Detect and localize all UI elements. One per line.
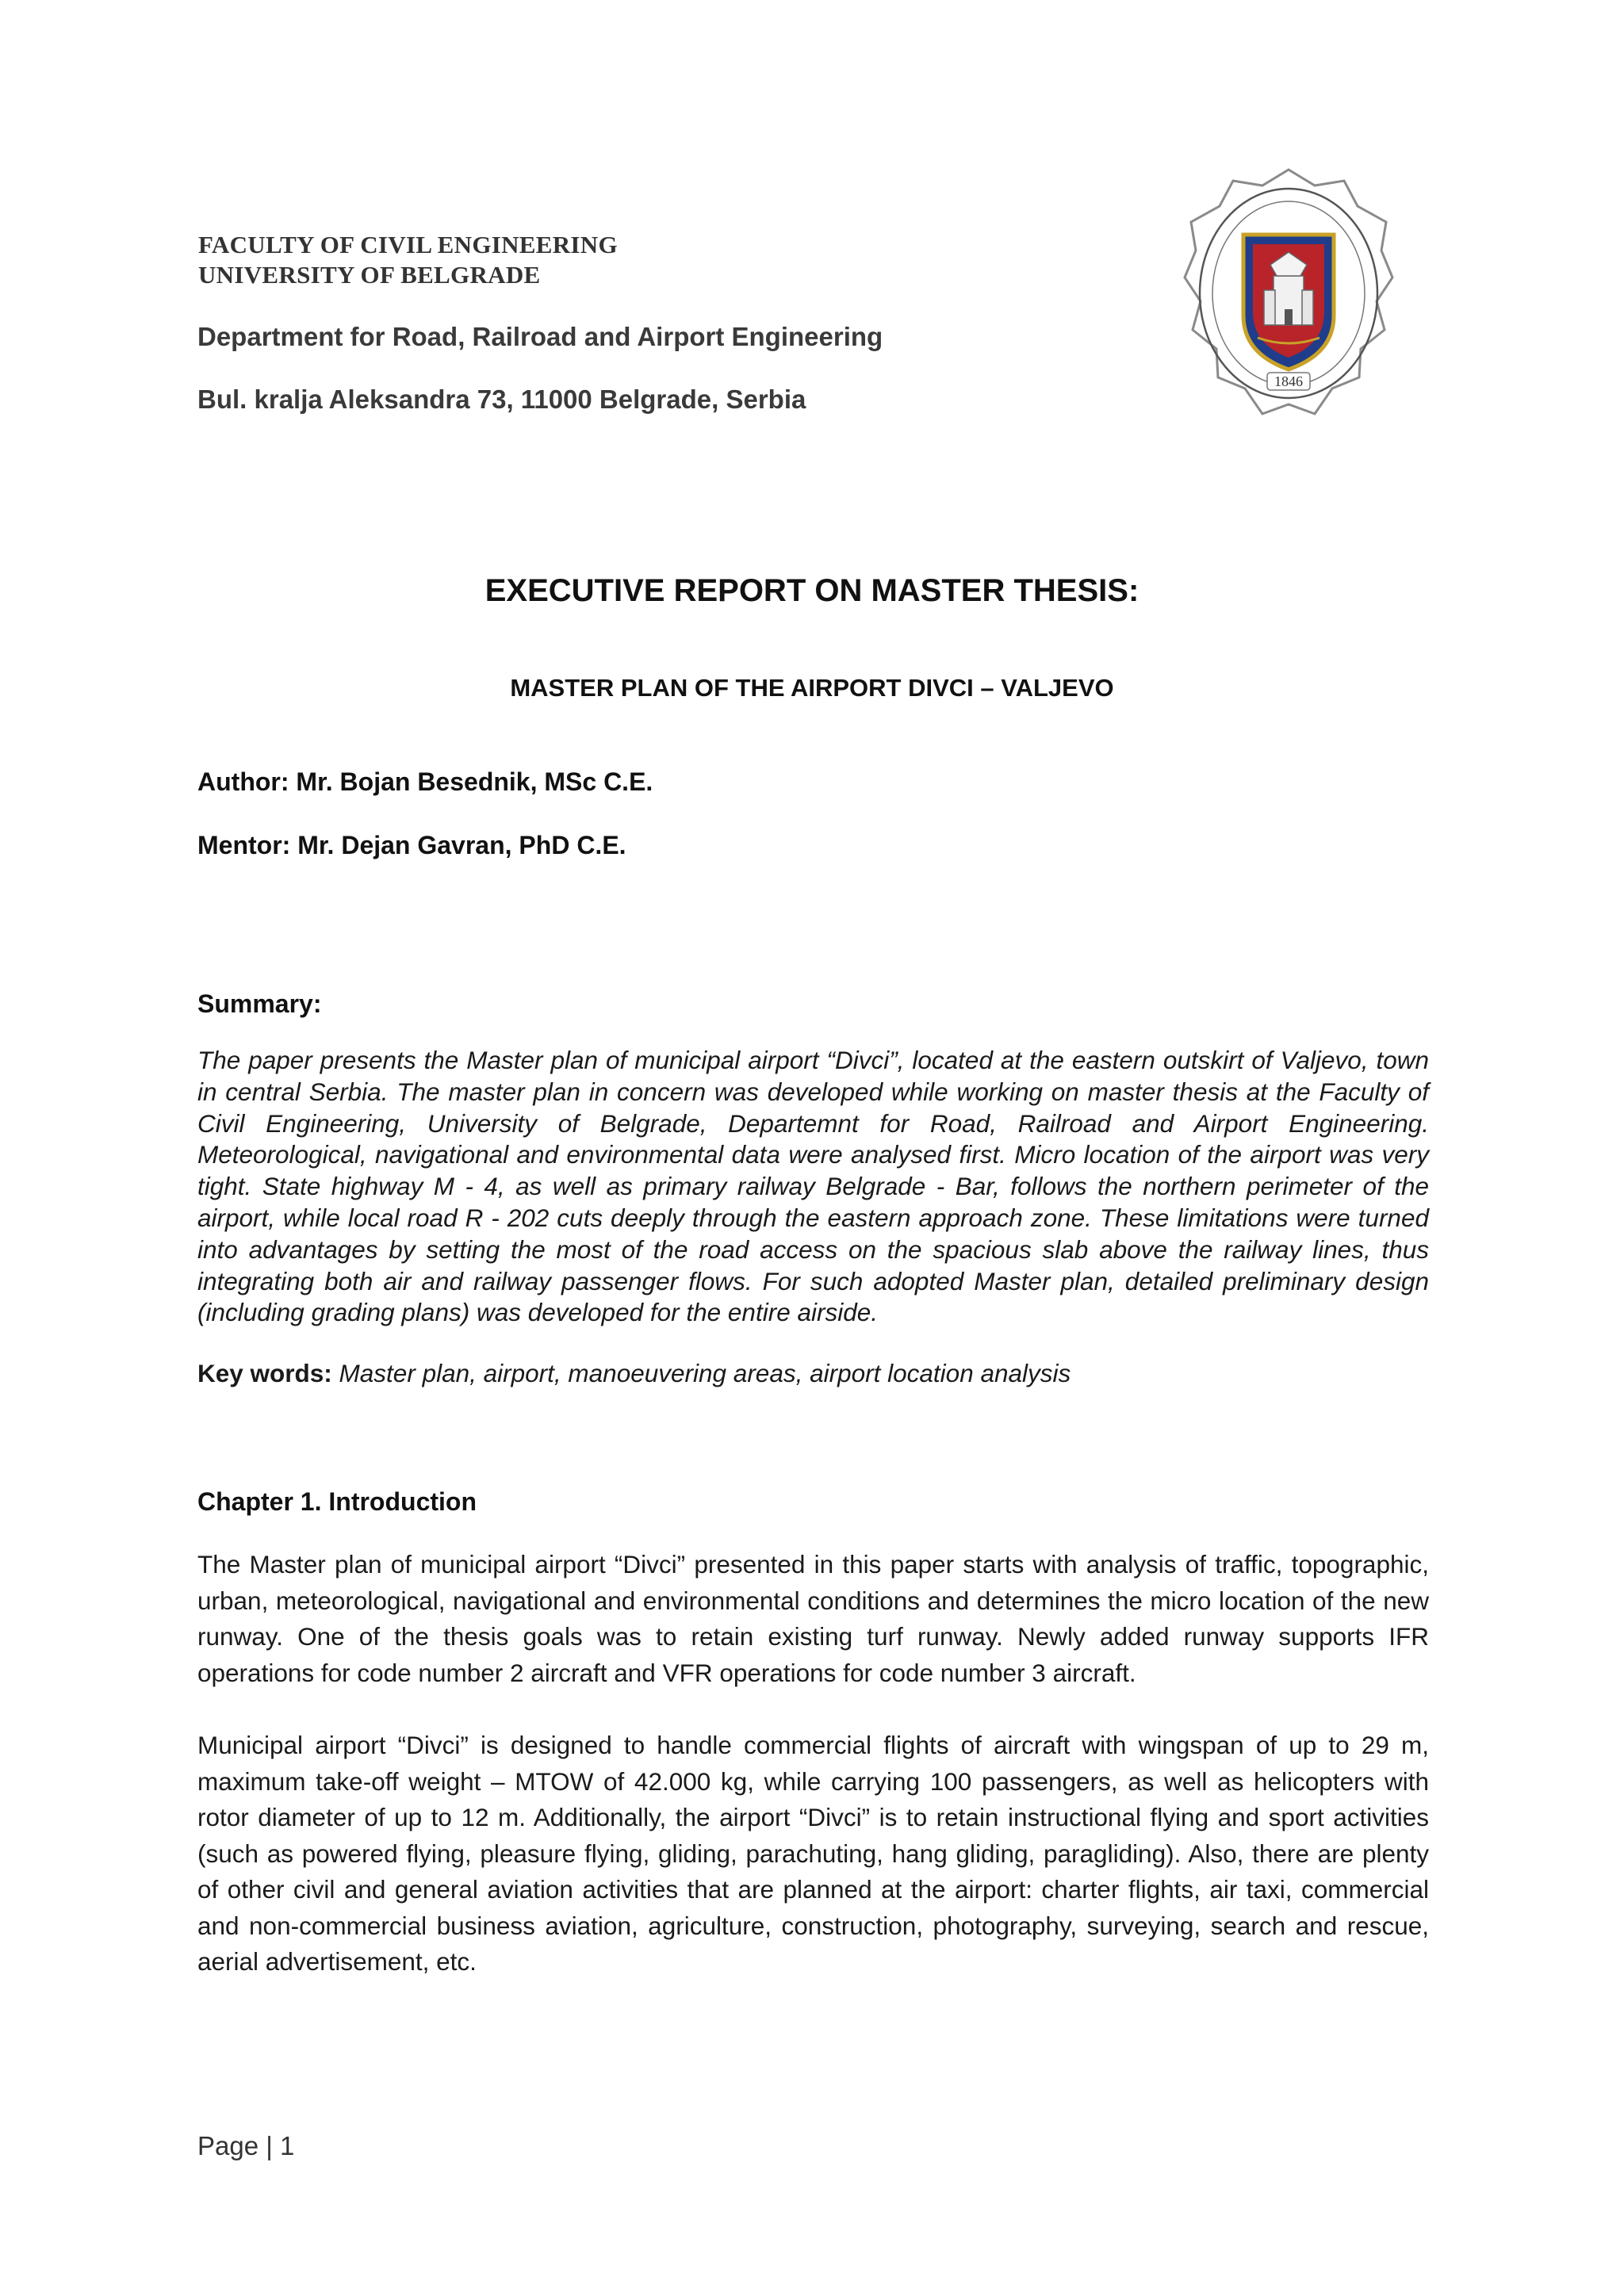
keywords-label: Key words:	[197, 1359, 332, 1387]
keywords-line	[197, 1359, 1429, 1388]
seal-year: 1846	[1274, 373, 1303, 389]
university-name: UNIVERSITY OF BELGRADE	[198, 261, 541, 289]
faculty-name: FACULTY OF CIVIL ENGINEERING	[198, 231, 618, 258]
page-number: Page | 1	[197, 2131, 295, 2160]
chapter-heading: Chapter 1. Introduction	[197, 1487, 477, 1516]
summary-heading: Summary:	[197, 989, 322, 1018]
summary-text: The paper presents the Master plan of municipal airport “Divci”, located at the eastern outskirt of Valjevo, town in central Serbia. The master plan in concern was developed while working on master thesis at the Faculty of Civil Engineering, University of Belgrade, Departemnt for Road, Railroad and Airport Engineering. Meteorological, navigational and environmental data were analysed first. Micro location of the airport was very tight. State highway M - 4, as well as primary railway Belgrade - Bar, follows the northern perimeter of the airport, while local road R - 202 cuts deeply through the eastern approach zone. These limitations were turned into advantages by setting the most of the road access on the spacious slab above the railway lines, thus integrating both air and railway passenger flows. For such adopted Master plan, detailed preliminary design (including grading plans) was developed for the entire airside.	[197, 1046, 1429, 1327]
author-line: Author: Mr. Bojan Besednik, MSc C.E.	[197, 767, 653, 796]
intro-paragraph-2: Municipal airport “Divci” is designed to handle commercial flights of aircraft with wingspan of up to 29 m, maximum take-off weight – MTOW of 42.000 kg, while carrying 100 passengers, as well as helicopters with rotor diameter of up to 12 m. Additionally, the airport “Divci” is to retain instructional flying and sport activities (such as powered flying, pleasure flying, gliding, parachuting, hang gliding, paragliding). Also, there are plenty of other civil and general aviation activities that are planned at the airport: charter flights, air taxi, commercial and non-commercial business aviation, agriculture, construction, photography, surveying, search and rescue, aerial advertisement, etc.	[197, 1731, 1429, 1976]
university-seal-logo	[1182, 165, 1396, 427]
address: Bul. kralja Aleksandra 73, 11000 Belgrade, Serbia	[197, 385, 806, 414]
keywords-text: Master plan, airport, manoeuvering areas, airport location analysis	[331, 1359, 1071, 1387]
report-subtitle: MASTER PLAN OF THE AIRPORT DIVCI – VALJEVO	[510, 674, 1114, 702]
mentor-line: Mentor: Mr. Dejan Gavran, PhD C.E.	[197, 831, 626, 859]
department-name: Department for Road, Railroad and Airport Engineering	[197, 322, 883, 351]
intro-paragraph-1: The Master plan of municipal airport “Divci” presented in this paper starts with analysis of traffic, topographic, urban, meteorological, navigational and environmental conditions and determines the micro location of the new runway. One of the thesis goals was to retain existing turf runway. Newly added runway supports IFR operations for code number 2 aircraft and VFR operations for code number 3 aircraft.	[197, 1550, 1429, 1687]
report-title: EXECUTIVE REPORT ON MASTER THESIS:	[485, 573, 1139, 608]
